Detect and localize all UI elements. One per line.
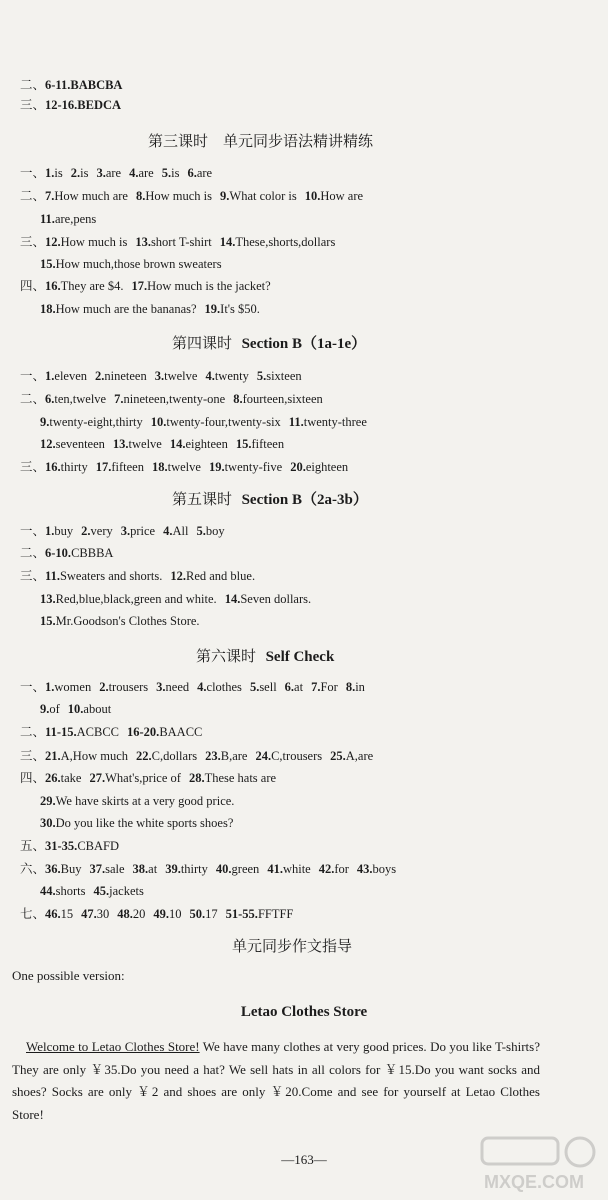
answer-line: 三、11.Sweaters and shorts. 12.Red and blue. bbox=[20, 569, 256, 583]
watermark-logo bbox=[464, 1134, 604, 1194]
answer-line: 七、46.15 47.30 48.20 49.10 50.17 51-55.FFTFF bbox=[20, 907, 294, 921]
answer-line: 三、12-16.BEDCA bbox=[20, 98, 122, 112]
answer-line: 12.seventeen 13.twelve 14.eighteen 15.fifteen bbox=[40, 437, 285, 451]
answer-line: 一、1.is 2.is 3.are 4.are 5.is 6.are bbox=[20, 166, 213, 180]
section-heading: 单元同步作文指导 bbox=[232, 937, 353, 955]
answer-line: 30.Do you like the white sports shoes? bbox=[40, 816, 234, 830]
answer-line: 二、6-10.CBBBA bbox=[20, 546, 114, 560]
answer-line: 三、21.A,How much 22.C,dollars 23.B,are 24.C,trousers 25.A,are bbox=[20, 749, 374, 763]
answer-line: 二、11-15.ACBCC 16-20.BAACC bbox=[20, 725, 203, 739]
page-number: —163— bbox=[281, 1152, 327, 1167]
section-heading: 第五课时 Section B（2a-3b） bbox=[172, 490, 368, 508]
answer-line: 15.How much,those brown sweaters bbox=[40, 257, 222, 271]
answer-line: 一、1.buy 2.very 3.price 4.All 5.boy bbox=[20, 524, 225, 538]
answer-line: 四、26.take 27.What's,price of 28.These hats are bbox=[20, 771, 277, 785]
answer-line: 一、1.eleven 2.nineteen 3.twelve 4.twenty 5.sixteen bbox=[20, 369, 302, 383]
essay-body bbox=[12, 1036, 540, 1126]
answer-line: 五、31-35.CBAFD bbox=[20, 839, 119, 853]
answer-line: 44.shorts 45.jackets bbox=[40, 884, 144, 898]
answer-line: 四、16.They are $4. 17.How much is the jacket? bbox=[20, 279, 271, 293]
section-heading: 第四课时 Section B（1a-1e） bbox=[172, 334, 367, 352]
section-heading: 第六课时 Self Check bbox=[196, 647, 335, 665]
answer-line: 三、12.How much is 13.short T-shirt 14.These,shorts,dollars bbox=[20, 235, 336, 249]
intro-text: One possible version: bbox=[12, 968, 125, 983]
answer-line: 11.are,pens bbox=[40, 212, 97, 226]
answer-line: 29.We have skirts at a very good price. bbox=[40, 794, 235, 808]
watermark-text: MXQE.COM bbox=[483, 1172, 585, 1192]
answer-line: 三、16.thirty 17.fifteen 18.twelve 19.twenty-five 20.eighteen bbox=[20, 460, 349, 474]
essay-title: Letao Clothes Store bbox=[240, 1004, 368, 1020]
section-heading: 第三课时 单元同步语法精讲精练 bbox=[148, 132, 374, 150]
answer-line: 9.twenty-eight,thirty 10.twenty-four,twenty-six 11.twenty-three bbox=[40, 415, 367, 429]
answer-line: 18.How much are the bananas? 19.It's $50. bbox=[40, 302, 260, 316]
answer-line: 二、7.How much are 8.How much is 9.What color is 10.How are bbox=[20, 189, 364, 203]
answer-line: 15.Mr.Goodson's Clothes Store. bbox=[40, 614, 200, 628]
essay-underlined: Welcome to Letao Clothes Store! bbox=[26, 1039, 200, 1054]
answer-line: 9.of 10.about bbox=[40, 702, 112, 716]
answer-line: 一、1.women 2.trousers 3.need 4.clothes 5.sell 6.at 7.For 8.in bbox=[20, 680, 365, 694]
answer-line: 二、6-11.BABCBA bbox=[20, 78, 123, 92]
answer-line: 二、6.ten,twelve 7.nineteen,twenty-one 8.fourteen,sixteen bbox=[20, 392, 323, 406]
answer-line: 13.Red,blue,black,green and white. 14.Seven dollars. bbox=[40, 592, 312, 606]
answer-line: 六、36.Buy 37.sale 38.at 39.thirty 40.green 41.white 42.for 43.boys bbox=[20, 862, 397, 876]
essay-text: We have many clothes at very good prices. Do you like T-shirts? They are only ￥35.Do you need a hat? We sell hats in all colors for ￥15.Do you want socks and shoes? Socks are only ￥2 and shoes are only ￥20.Come and see for yourself at Letao Clothes Store! bbox=[12, 1039, 540, 1122]
